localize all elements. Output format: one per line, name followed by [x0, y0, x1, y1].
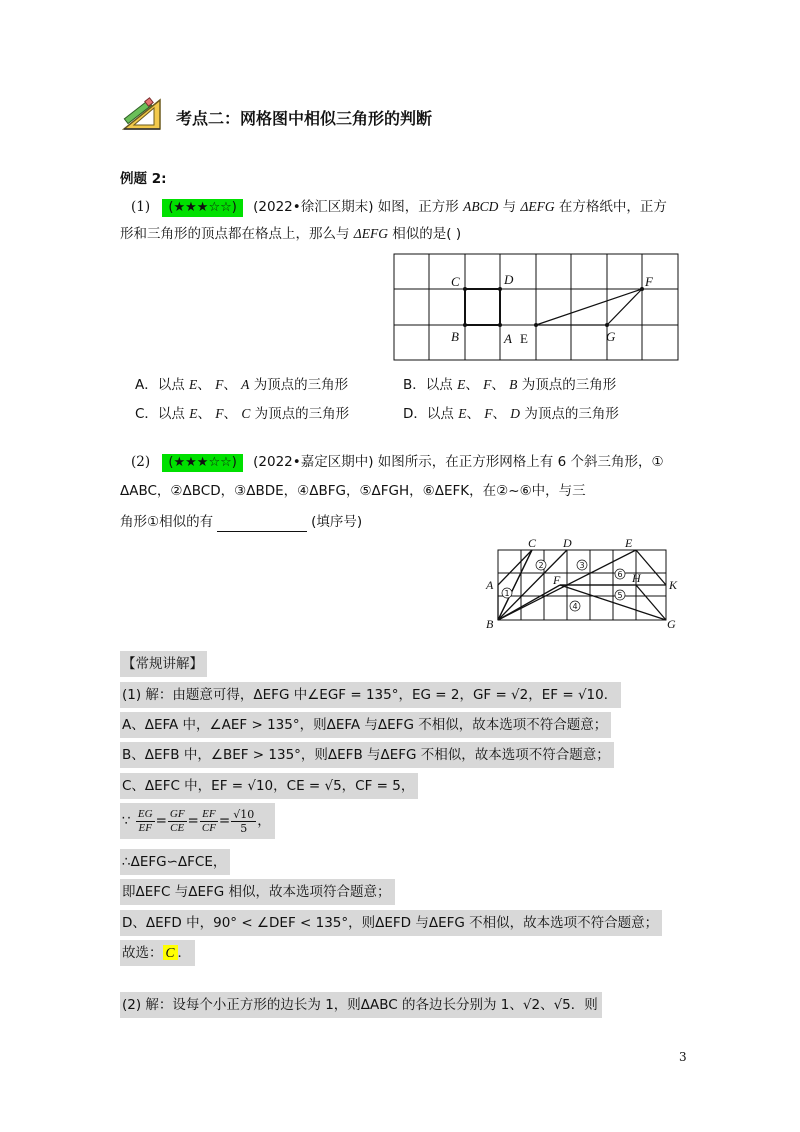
q1-efg: ΔEFG [520, 199, 555, 214]
point-label: F [215, 406, 224, 421]
fig1-label-c: C [451, 274, 460, 289]
q1-efg-2: ΔEFG [353, 226, 388, 241]
q2-figure [484, 536, 684, 631]
option-c[interactable] [135, 402, 349, 422]
ratio-1-num: EG [137, 808, 153, 820]
q2-text-3a: 角形①相似的有 [120, 514, 214, 530]
separator: 、 [197, 377, 211, 393]
q1-text-a: (2022•徐汇区期末) 如图，正方形 [253, 199, 459, 215]
option-b-text: B．以点 [403, 377, 453, 393]
point-label: E [458, 406, 467, 421]
fig2-label-g: G [667, 617, 676, 631]
option-c-suffix: 为顶点的三角形 [254, 406, 350, 422]
separator: 、 [491, 377, 505, 393]
fig1-label-a: A [504, 331, 512, 346]
circled-5: 5 [617, 591, 623, 600]
ratio-1 [136, 808, 155, 835]
point-label: B [509, 377, 518, 392]
circled-3: 3 [579, 561, 585, 570]
separator: 、 [197, 406, 211, 422]
q1-number: (1) [131, 199, 151, 215]
q2-text-2: ΔABC，②ΔBCD，③ΔBDE，④ΔBFG，⑤ΔFGH，⑥ΔEFK，在②~⑥中，与三 [120, 483, 586, 499]
section-title: 考点二：网格图中相似三角形的判断 [176, 109, 433, 128]
point-label: C [241, 406, 251, 421]
point-label: D [510, 406, 521, 421]
option-a-suffix: 为顶点的三角形 [253, 377, 349, 393]
fig1-label-d: D [504, 272, 514, 287]
option-d[interactable] [403, 402, 619, 422]
option-a[interactable] [135, 373, 348, 393]
ratio-suffix: ， [257, 813, 271, 829]
solution-line-4: C、ΔEFC 中，EF = √10，CE = √5，CF = 5， [120, 773, 418, 799]
choose-line [120, 940, 195, 966]
fig1-label-e: E [520, 331, 528, 346]
point-label: F [215, 377, 224, 392]
answer-blank[interactable] [217, 517, 307, 532]
circled-4: 4 [572, 602, 578, 611]
fig2-label-c: C [528, 536, 537, 550]
similar-line: ∴ΔEFG∽ΔFCE， [120, 849, 230, 875]
option-d-analysis: D、ΔEFD 中，90° < ∠DEF < 135°，则ΔEFD 与ΔEFG 不相似，故本选项不符合题意； [120, 910, 662, 936]
solution-part-2: (2) 解：设每个小正方形的边长为 1，则ΔABC 的各边长分别为 1、√2、√5．则 [120, 992, 602, 1018]
option-d-suffix: 为顶点的三角形 [524, 406, 619, 422]
ratio-2 [168, 808, 187, 835]
separator: 、 [223, 406, 238, 422]
q2-line-3 [120, 512, 362, 532]
q2-line-1 [131, 452, 664, 472]
q2-number: (2) [131, 454, 151, 470]
separator: 、 [492, 406, 506, 422]
ratio-2-num: GF [169, 808, 185, 820]
conclusion-line: 即ΔEFC 与ΔEFG 相似，故本选项符合题意； [120, 879, 395, 905]
option-b[interactable] [403, 373, 616, 393]
q1-line-2 [120, 224, 461, 244]
fig1-label-f: F [645, 274, 653, 289]
fig2-label-d: D [563, 536, 572, 550]
q2-text-1: (2022•嘉定区期中) 如图所示，在正方形网格上有 6 个斜三角形，① [253, 454, 664, 470]
fig2-label-a: A [486, 578, 494, 592]
q1-text-e: 相似的是( ) [392, 226, 462, 242]
solution-line-1: (1) 解：由题意可得，ΔEFG 中∠EGF = 135°，EG = 2，GF = √2，EF = √10． [120, 682, 621, 708]
q1-line-1 [131, 197, 667, 217]
option-c-text: C．以点 [135, 406, 185, 422]
ratio-3-num: EF [200, 808, 218, 822]
point-label: A [241, 377, 250, 392]
option-d-text: D．以点 [403, 406, 454, 422]
fig1-label-g: G [606, 329, 616, 344]
option-a-text: A．以点 [135, 377, 185, 393]
circled-2: 2 [538, 561, 544, 570]
ratio-3 [200, 808, 218, 835]
ratio-4-den: 5 [240, 822, 248, 835]
q1-figure [393, 253, 683, 363]
difficulty-badge: (★★★☆☆) [162, 454, 242, 472]
fig2-label-e: E [625, 536, 633, 550]
section-icon [120, 96, 164, 132]
answer-highlight: C [163, 945, 178, 960]
point-label: E [457, 377, 466, 392]
fig1-label-b: B [451, 329, 459, 344]
q2-text-3b: (填序号) [311, 514, 363, 530]
ratio-2-den: CE [170, 822, 185, 834]
ratio-line: ∵ $\frac{EG}{EF}$ = $\frac{GF}{CE}$ = $\frac{EF}{CF}$ = $\frac{√10}{5}$ ， [120, 803, 275, 839]
ratio-4-num: √10 [233, 808, 255, 821]
choose-label: 故选： [122, 945, 163, 961]
q1-text-d: 形和三角形的顶点都在格点上，那么与 [120, 226, 350, 242]
solution-header: 【常规讲解】 [120, 651, 207, 677]
q1-abcd: ABCD [463, 199, 499, 214]
circled-6: 6 [617, 570, 623, 579]
ratio-3-den: CF [201, 822, 216, 834]
separator: 、 [223, 377, 237, 393]
because-sign: ∵ [122, 813, 131, 829]
point-label: F [483, 377, 492, 392]
fig2-label-f: F [553, 573, 561, 587]
fig2-label-b: B [486, 617, 494, 631]
solution-line-2: A、ΔEFA 中，∠AEF > 135°，则ΔEFA 与ΔEFG 不相似，故本选项不符合题意； [120, 712, 611, 738]
option-b-suffix: 为顶点的三角形 [521, 377, 617, 393]
fig2-label-h: H [632, 571, 641, 585]
ratio-1-den: EF [138, 822, 152, 834]
separator: 、 [466, 406, 480, 422]
choose-end: ． [177, 945, 192, 961]
q1-text-b: 与 [502, 199, 517, 215]
q2-line-2 [120, 481, 586, 501]
point-label: E [189, 377, 198, 392]
circled-1: 1 [504, 589, 510, 598]
difficulty-badge: (★★★☆☆) [162, 199, 242, 217]
point-label: E [189, 406, 198, 421]
example-label: 例题 2: [120, 171, 167, 187]
ratio-4 [231, 808, 256, 835]
solution-line-3: B、ΔEFB 中，∠BEF > 135°，则ΔEFB 与ΔEFG 不相似，故本选项不符合题意； [120, 742, 614, 768]
q1-text-c: 在方格纸中，正方 [558, 199, 667, 215]
fig2-label-k: K [669, 578, 678, 592]
separator: 、 [465, 377, 479, 393]
point-label: F [484, 406, 493, 421]
page-number: 3 [679, 1050, 687, 1064]
